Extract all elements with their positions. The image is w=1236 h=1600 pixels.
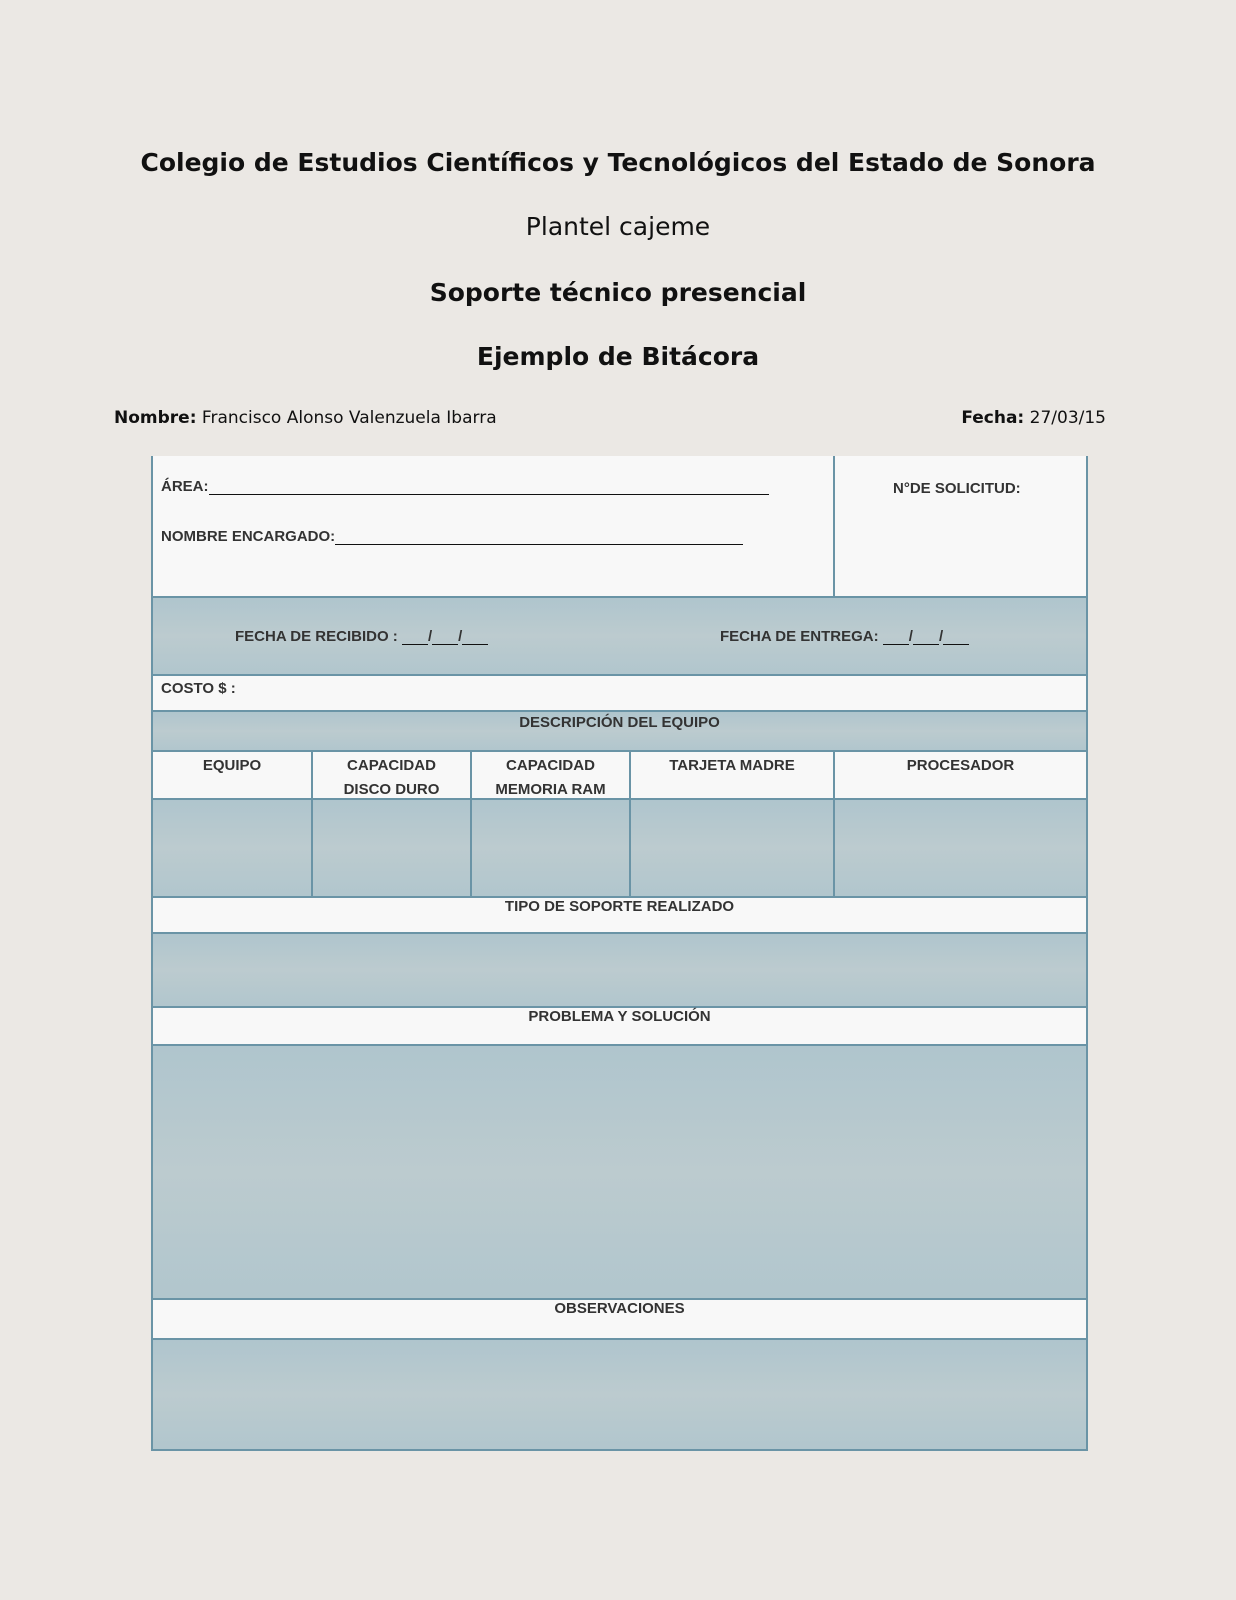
costo-label: COSTO $ : <box>161 680 236 697</box>
fecha-recibido-field[interactable] <box>235 628 488 645</box>
encargado-label: NOMBRE ENCARGADO: <box>161 528 336 545</box>
equipment-data-row[interactable] <box>153 800 1086 898</box>
observaciones-area[interactable] <box>153 1340 1086 1449</box>
recibido-day[interactable] <box>402 632 428 645</box>
solicitud-label: N°DE SOLICITUD: <box>893 480 1021 497</box>
observaciones-header <box>153 1300 1086 1340</box>
bitacora-form <box>151 456 1088 1451</box>
col-disco-duro-line2: DISCO DURO <box>343 781 440 798</box>
equipment-column-headers <box>153 752 1086 800</box>
col-memoria-ram-line1: CAPACIDAD <box>506 757 595 774</box>
descripcion-header <box>153 712 1086 752</box>
descripcion-label: DESCRIPCIÓN DEL EQUIPO <box>519 714 720 731</box>
problema-header <box>153 1008 1086 1046</box>
col-tarjeta-madre: TARJETA MADRE <box>669 757 795 774</box>
problema-label: PROBLEMA Y SOLUCIÓN <box>528 1008 711 1025</box>
campus-subtitle: Plantel cajeme <box>525 212 711 241</box>
col-divider <box>629 800 631 896</box>
col-divider <box>470 800 472 896</box>
recibido-year[interactable] <box>462 632 488 645</box>
tipo-soporte-header <box>153 898 1086 934</box>
fecha-field <box>961 408 1106 428</box>
tipo-soporte-label: TIPO DE SOPORTE REALIZADO <box>504 898 735 915</box>
col-divider <box>833 800 835 896</box>
problema-area[interactable] <box>153 1046 1086 1300</box>
col-divider <box>311 800 313 896</box>
area-field[interactable] <box>161 478 769 495</box>
area-line[interactable] <box>209 480 769 495</box>
col-equipo: EQUIPO <box>202 757 262 774</box>
fechas-section <box>153 598 1086 676</box>
col-memoria-ram <box>472 752 629 798</box>
tipo-soporte-area[interactable] <box>153 934 1086 1008</box>
nombre-field <box>114 408 497 428</box>
subject-title: Soporte técnico presencial <box>429 278 807 307</box>
fecha-value: 27/03/15 <box>1029 408 1106 428</box>
fecha-label: Fecha: <box>961 408 1025 428</box>
fecha-recibido-label: FECHA DE RECIBIDO : <box>235 628 398 645</box>
col-memoria-ram-line2: MEMORIA RAM <box>495 781 606 798</box>
date-separator: / <box>458 628 463 645</box>
costo-section[interactable] <box>153 676 1086 712</box>
nombre-label: Nombre: <box>114 408 197 428</box>
observaciones-label: OBSERVACIONES <box>554 1300 685 1317</box>
date-separator: / <box>908 628 913 645</box>
date-separator: / <box>427 628 433 645</box>
entrega-year[interactable] <box>943 632 969 645</box>
document-title: Ejemplo de Bitácora <box>476 342 760 371</box>
area-label: ÁREA: <box>161 478 209 495</box>
divider <box>833 456 835 596</box>
entrega-month[interactable] <box>913 632 939 645</box>
col-disco-duro <box>313 752 470 798</box>
encargado-line[interactable] <box>335 530 743 545</box>
institution-title: Colegio de Estudios Científicos y Tecnológicos del Estado de Sonora <box>140 148 1096 177</box>
fecha-entrega-field[interactable] <box>720 628 969 645</box>
form-header-section <box>153 456 1086 598</box>
encargado-field[interactable] <box>161 528 743 545</box>
recibido-month[interactable] <box>432 632 458 645</box>
col-procesador: PROCESADOR <box>906 757 1015 774</box>
fecha-entrega-label: FECHA DE ENTREGA: <box>720 628 879 645</box>
entrega-day[interactable] <box>883 632 909 645</box>
nombre-value: Francisco Alonso Valenzuela Ibarra <box>201 408 497 428</box>
col-disco-duro-line1: CAPACIDAD <box>347 757 436 774</box>
date-separator: / <box>938 628 944 645</box>
